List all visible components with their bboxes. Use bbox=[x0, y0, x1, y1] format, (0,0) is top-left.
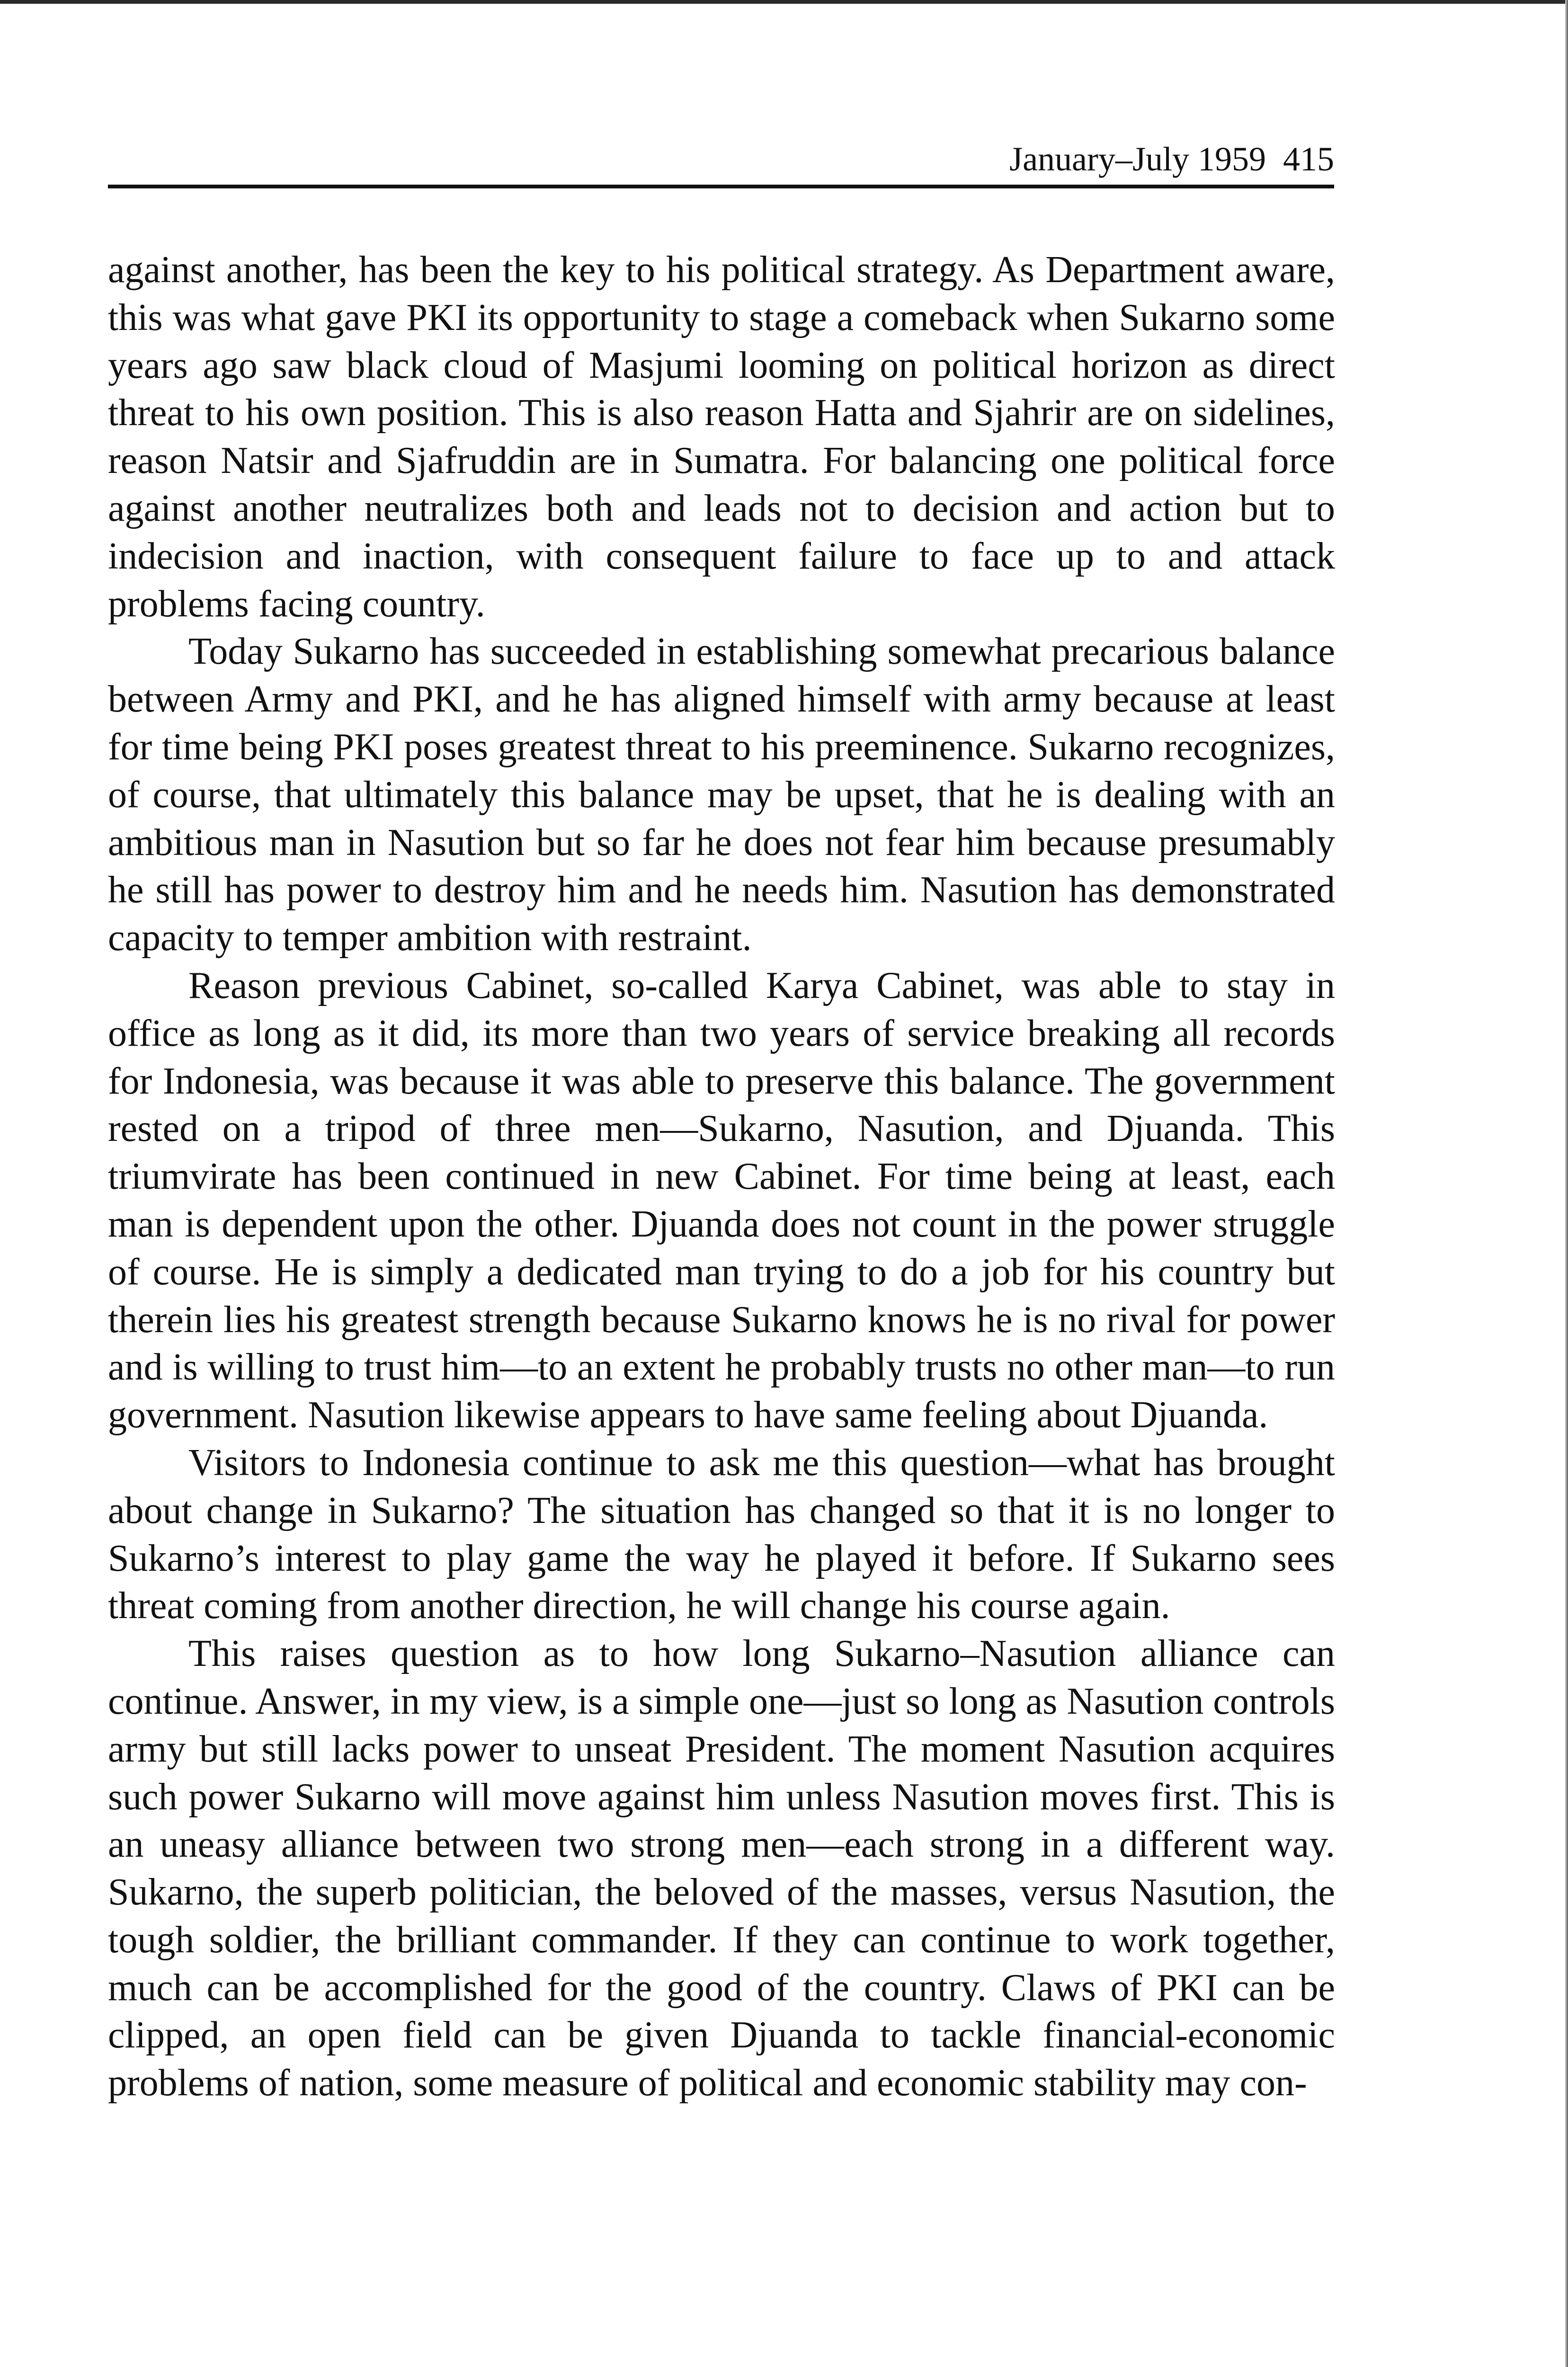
running-head bbox=[1009, 140, 1334, 178]
paragraph-1: against another, has been the key to his political strategy. As Department aware, this was what gave PKI its opportunity to stage a comeback when Sukarno some years ago saw black cloud of Masjumi looming on political horizon as direct threat to his own position. This is also reason Hatta and Sjahrir are on sidelines, reason Natsir and Sjafruddin are in Sumatra. For balancing one political force against another neutralizes both and leads not to decision and action but to indecision and inaction, with consequent failure to face up to and attack problems facing country. bbox=[108, 249, 1335, 625]
header-rule bbox=[108, 185, 1334, 188]
paragraph-4: Visitors to Indonesia continue to ask me this question—what has brought about change in Sukarno? The situation has changed so that it is no longer to Sukarno’s interest to play game the way he played it before. If Sukarno sees threat coming from another direction, he will change his course again. bbox=[108, 1442, 1335, 1627]
page-header bbox=[108, 136, 1334, 188]
running-title: January–July 1959 bbox=[1009, 140, 1266, 178]
page-number: 415 bbox=[1283, 140, 1334, 178]
paragraph-5: This raises question as to how long Sukarno–Nasution alliance can continue. Answer, in my view, is a simple one—just so long as Nasution controls army but still lacks power to unseat President. The moment Nasution acquires such power Sukarno will move against him unless Nasution moves first. This is an uneasy alliance between two strong men—each strong in a different way. Sukarno, the superb politician, the beloved of the masses, versus Nasution, the tough soldier, the brilliant commander. If they can continue to work together, much can be accomplished for the good of the country. Claws of PKI can be clipped, an open field can be given Djuanda to tackle financial-economic problems of nation, some measure of political and economic stability may con- bbox=[108, 1633, 1335, 2104]
paragraph-2: Today Sukarno has succeeded in establishing somewhat precarious balance between Army and PKI, and he has aligned himself with army because at least for time being PKI poses greatest threat to his preeminence. Sukarno recognizes, of course, that ultimately this balance may be upset, that he is dealing with an ambitious man in Nasution but so far he does not fear him because presumably he still has power to destroy him and he needs him. Nasution has demonstrated capacity to temper ambition with restraint. bbox=[108, 631, 1335, 959]
body-text bbox=[108, 246, 1335, 2107]
scan-top-edge bbox=[0, 0, 1568, 4]
scan-right-edge bbox=[1565, 0, 1568, 2367]
paragraph-3: Reason previous Cabinet, so-called Karya Cabinet, was able to stay in office as long as it did, its more than two years of service breaking all records for Indonesia, was because it was able to preserve this balance. The government rested on a tripod of three men—Sukarno, Nasution, and Djuanda. This triumvirate has been continued in new Cabinet. For time being at least, each man is dependent upon the other. Djuanda does not count in the power struggle of course. He is simply a dedicated man trying to do a job for his country but therein lies his greatest strength because Sukarno knows he is no rival for power and is willing to trust him—to an extent he probably trusts no other man—to run government. Nasution likewise appears to have same feeling about Djuanda. bbox=[108, 964, 1335, 1436]
